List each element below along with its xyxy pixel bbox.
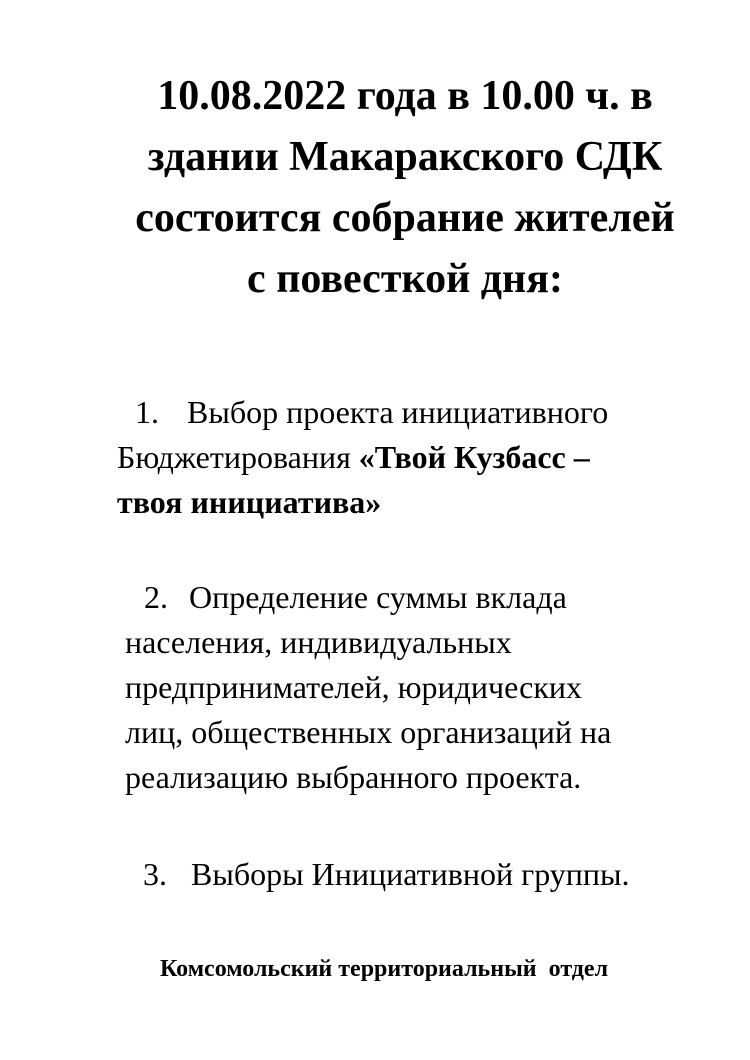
agenda-item-3-line-1 — [143, 852, 630, 897]
agenda-item-1-line-1 — [117, 390, 608, 435]
agenda-item-2-line-1 — [125, 575, 611, 620]
agenda-item-3-text-1: Выборы Инициативной группы. — [191, 856, 630, 892]
agenda-item-2-line-5: реализацию выбранного проекта. — [125, 759, 582, 795]
headline-line-2: здании Макаракского СДК — [147, 134, 663, 180]
agenda-item-1-number: 1. — [135, 394, 159, 430]
announcement-headline — [60, 66, 750, 310]
agenda-item-3 — [143, 852, 630, 897]
headline-line-4: с повесткой дня: — [247, 256, 563, 302]
department-signature: Комсомольский территориальный отдел — [159, 956, 609, 982]
agenda-item-1 — [117, 390, 608, 525]
agenda-item-2-line-4: лиц, общественных организаций на — [125, 714, 612, 750]
agenda-item-2-line-2: населения, индивидуальных — [125, 624, 512, 660]
agenda-item-1-text-2: Бюджетирования — [117, 439, 359, 475]
agenda-item-2-line-3: предпринимателей, юридических — [125, 669, 582, 705]
agenda-item-2 — [125, 575, 611, 800]
agenda-item-1-project-name-part-2: твоя инициатива» — [117, 484, 382, 520]
agenda-item-1-text-1: Выбор проекта инициативного — [187, 394, 609, 430]
headline-line-3: состоится собрание жителей — [135, 195, 675, 241]
agenda-item-1-line-2 — [117, 435, 608, 480]
headline-line-1: 10.08.2022 года в 10.00 ч. в — [157, 73, 653, 119]
agenda-item-3-number: 3. — [143, 856, 167, 892]
agenda-item-2-number: 2. — [144, 579, 168, 615]
agenda-item-1-project-name-part-1: «Твой Кузбасс – — [358, 439, 590, 475]
agenda-item-2-text-1: Определение суммы вклада — [189, 579, 567, 615]
